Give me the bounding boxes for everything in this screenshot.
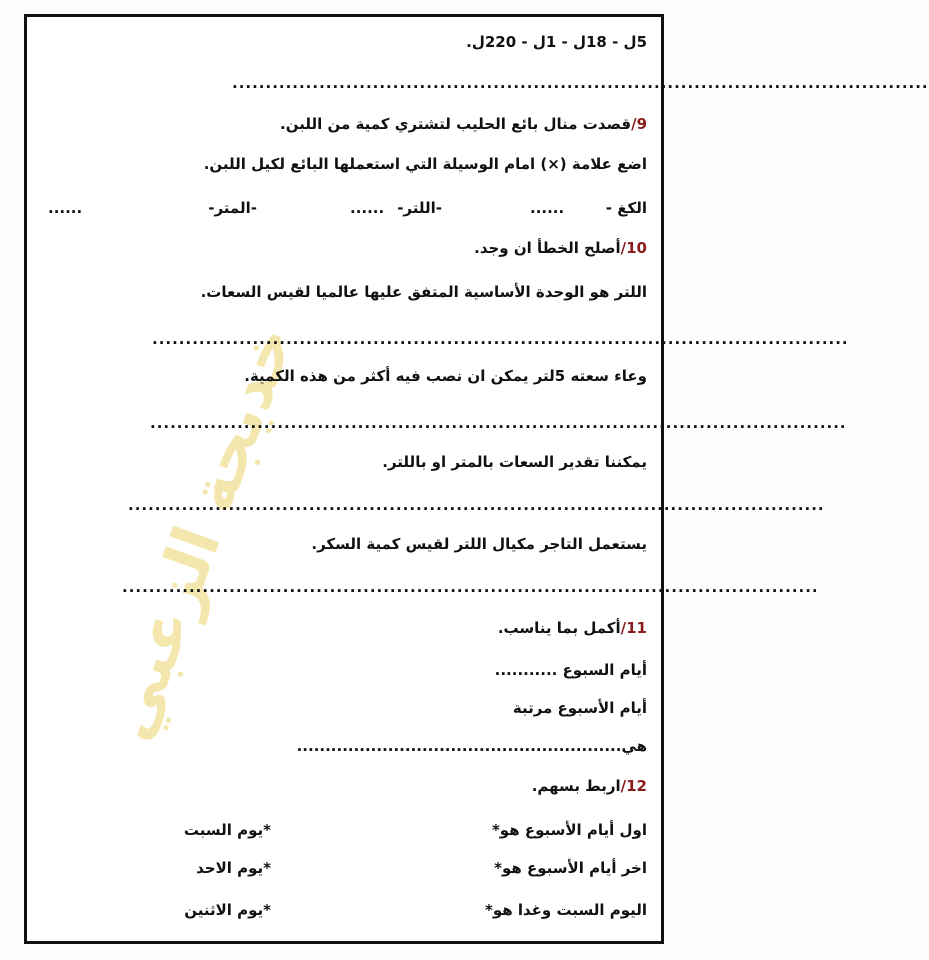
q12-text: اربط بسهم. <box>531 777 621 795</box>
q9-option-meter: -المتر- <box>208 199 257 217</box>
q10-item-2: وعاء سعته 5لتر يمكن ان نصب فيه أكثر من هذه الكمية. <box>244 367 647 385</box>
q10-item-3: يمكننا تقدير السعات بالمتر او باللتر. <box>382 453 647 471</box>
q12-number: 12/ <box>620 777 647 795</box>
q12-left-1: اول أيام الأسبوع هو* <box>491 821 647 839</box>
q10-item-1: اللتر هو الوحدة الأساسية المتفق عليها عالميا لقيس السعات. <box>200 283 647 301</box>
q9-blank-2[interactable]: ...... <box>350 199 385 217</box>
answer-line[interactable]: ........................................................................................................ <box>152 330 849 348</box>
q10-number: 10/ <box>620 239 647 257</box>
q12-right-3: *يوم الاثنين <box>184 901 271 919</box>
q9-blank-1[interactable]: ...... <box>530 199 565 217</box>
q11-number: 11/ <box>620 619 647 637</box>
q12-question <box>532 776 647 796</box>
q11-line-2: أيام الأسبوع مرتبة <box>512 699 647 717</box>
header-units: 5ل - 18ل - 1ل - 220ل. <box>466 33 647 51</box>
q10-item-4: يستعمل التاجر مكيال اللتر لقيس كمية السكر. <box>311 535 647 553</box>
q9-instruction: اضع علامة (×) امام الوسيلة التي استعملها البائع لكيل اللبن. <box>203 155 647 173</box>
answer-line: ........................................................................................................ <box>232 74 929 92</box>
answer-line[interactable]: ........................................................................................................ <box>150 414 847 432</box>
q9-question <box>280 114 647 134</box>
q12-left-2: اخر أيام الأسبوع هو* <box>494 859 647 877</box>
q9-option-kg: الكغ - <box>605 199 647 217</box>
q12-right-2: *يوم الاحد <box>196 859 271 877</box>
answer-line[interactable]: ........................................................................................................ <box>128 496 825 514</box>
q12-left-3: اليوم السبت وغدا هو* <box>484 901 647 919</box>
q11-line-3: هي......................................................... <box>296 737 647 755</box>
q12-right-1: *يوم السبت <box>183 821 271 839</box>
q11-question <box>498 618 647 638</box>
q10-question <box>474 238 647 258</box>
watermark-text: خديجة الزعبي <box>91 315 310 750</box>
q10-text: أصلح الخطأ ان وجد. <box>474 239 621 257</box>
q9-blank-3[interactable]: ...... <box>48 199 83 217</box>
answer-line[interactable]: ........................................................................................................ <box>122 578 819 596</box>
q9-text: قصدت منال بائع الحليب لتشتري كمية من اللبن. <box>280 115 632 133</box>
q9-number: 9/ <box>631 115 647 133</box>
q11-line-1: أيام السبوع ........... <box>494 661 647 679</box>
q9-option-liter: -اللتر- <box>397 199 442 217</box>
q11-text: أكمل بما يناسب. <box>497 619 621 637</box>
